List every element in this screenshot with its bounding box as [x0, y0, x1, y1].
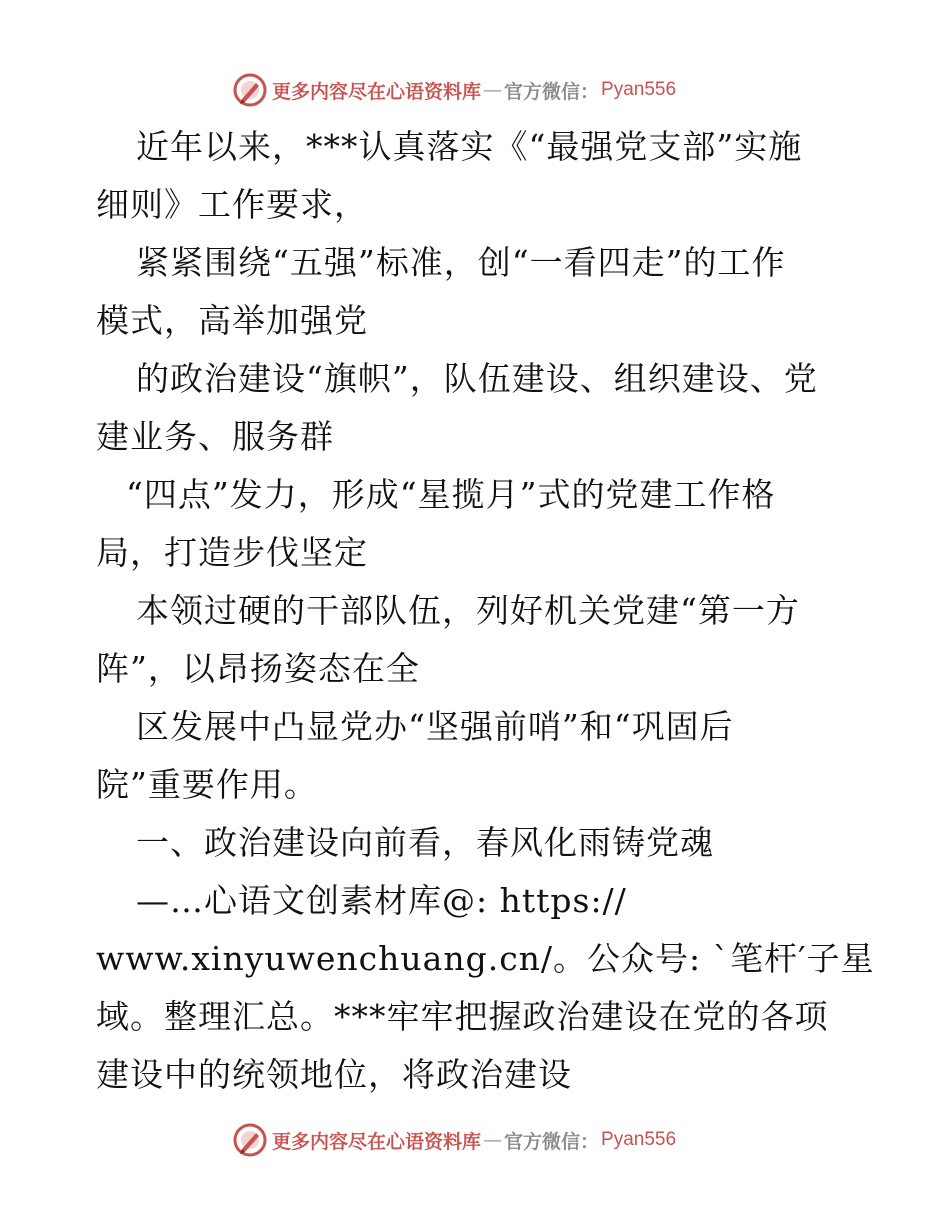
- pen-circle-logo-icon: [232, 1122, 268, 1158]
- text-line: 近年以来，***认真落实《“最强党支部”实施: [136, 127, 803, 166]
- text-line: 建业务、服务群: [96, 417, 334, 456]
- watermark-wechat-id: Pyan556: [601, 79, 677, 100]
- watermark-separator: —: [483, 1129, 503, 1151]
- header-watermark: [232, 72, 676, 108]
- text-line: 紧紧围绕“五强”标准，创“一看四走”的工作: [136, 243, 786, 282]
- text-line: 的政治建设“旗帜”，队伍建设、组织建设、党: [136, 359, 818, 398]
- text-line: 域。整理汇总。***牢牢把握政治建设在党的各项: [96, 997, 829, 1036]
- watermark-official-label: 官方微信：: [504, 80, 600, 103]
- text-line: 本领过硬的干部队伍，列好机关党建“第一方: [136, 591, 800, 630]
- text-line: 院”重要作用。: [96, 765, 318, 804]
- watermark-wechat-id: Pyan556: [601, 1129, 677, 1150]
- watermark-official-label: 官方微信：: [504, 1130, 600, 1153]
- section-heading: 一、政治建设向前看，春风化雨铸党魂: [136, 823, 714, 862]
- text-line: 细则》工作要求，: [96, 185, 368, 224]
- text-line: 模式，高举加强党: [96, 301, 368, 340]
- text-line: 局，打造步伐坚定: [96, 533, 368, 572]
- pen-circle-logo-icon: [232, 72, 268, 108]
- text-line: —…心语文创素材库@: https://: [136, 881, 627, 920]
- text-line: 建设中的统领地位，将政治建设: [96, 1055, 572, 1094]
- text-line: www.xinyuwenchuang.cn/。公众号: `笔杆′子星: [96, 939, 875, 978]
- footer-watermark: [232, 1122, 676, 1158]
- watermark-brand-text: 更多内容尽在心语资料库: [272, 1130, 482, 1153]
- text-line: 阵”，以昂扬姿态在全: [96, 649, 420, 688]
- text-line: “四点”发力，形成“星揽月”式的党建工作格: [126, 475, 776, 514]
- watermark-separator: —: [483, 79, 503, 101]
- watermark-brand-text: 更多内容尽在心语资料库: [272, 80, 482, 103]
- document-body: [96, 118, 875, 1104]
- text-line: 区发展中凸显党办“坚强前哨”和“巩固后: [136, 707, 734, 746]
